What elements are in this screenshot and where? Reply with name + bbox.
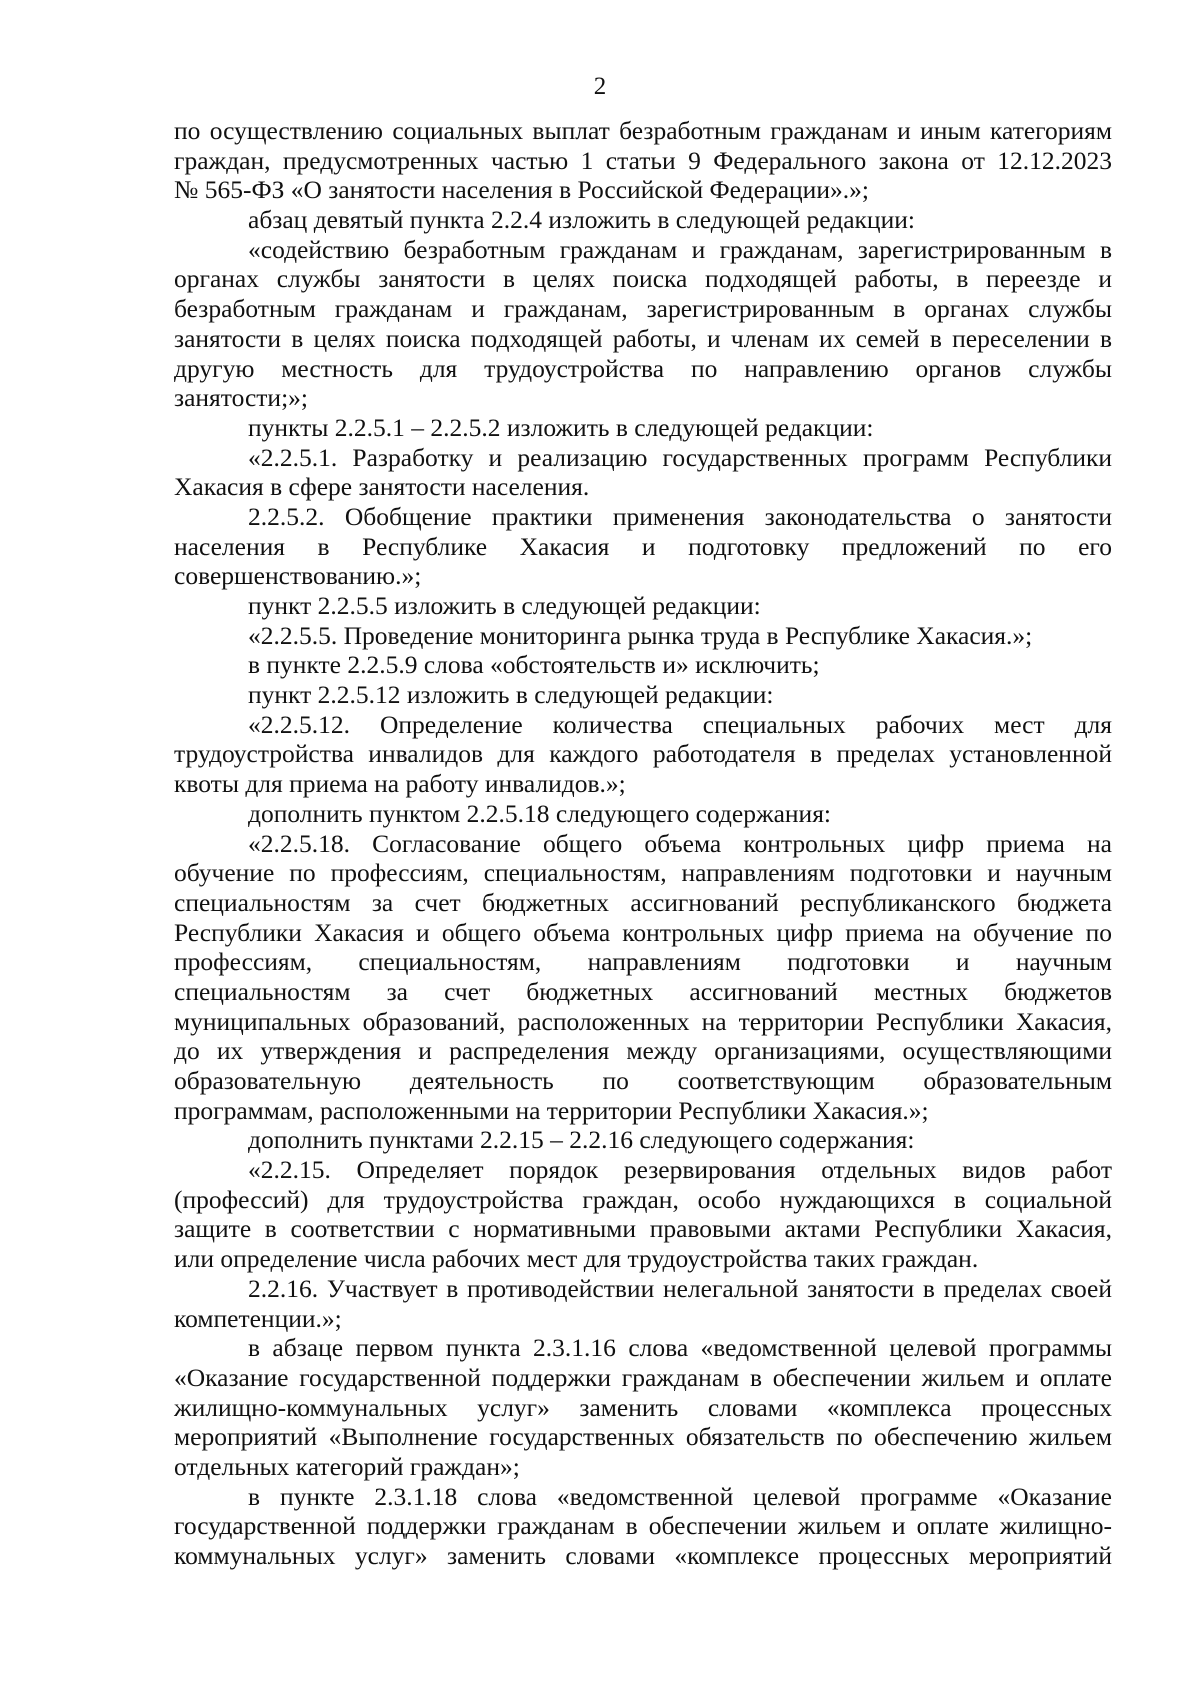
text-line: «2.2.15. Определяет порядок резервирования отдельных видов работ	[248, 1155, 1112, 1185]
text-line: до их утверждения и распределения между организациями, осуществляющими	[174, 1036, 1112, 1066]
text-line: защите в соответствии с нормативными правовыми актами Республики Хакасия,	[174, 1214, 1112, 1244]
text-line: абзац девятый пункта 2.2.4 изложить в следующей редакции:	[248, 205, 915, 235]
text-line: «2.2.5.1. Разработку и реализацию государственных программ Республики	[248, 442, 1112, 472]
text-line: государственной поддержки гражданам в обеспечении жильем и оплате жилищно-	[174, 1511, 1112, 1541]
text-line: образовательную деятельность по соответствующим образовательным	[174, 1066, 1112, 1095]
text-line: занятости;»;	[174, 383, 308, 413]
text-line: пункты 2.2.5.1 – 2.2.5.2 изложить в следующей редакции:	[248, 412, 874, 442]
text-line: компетенции.»;	[174, 1303, 342, 1333]
text-line: пункт 2.2.5.12 изложить в следующей редакции:	[248, 680, 774, 710]
text-line: занятости в целях поиска подходящей работы, и членам их семей в переселении в	[174, 323, 1112, 353]
text-line: населения в Республике Хакасия и подготовку предложений по его	[174, 531, 1112, 561]
text-line: № 565-ФЗ «О занятости населения в Российской Федерации».»;	[174, 175, 869, 205]
text-line: коммунальных услуг» заменить словами «комплексе процессных мероприятий	[174, 1541, 1112, 1570]
text-line: в пункте 2.2.5.9 слова «обстоятельств и» исключить;	[248, 650, 820, 680]
text-line: совершенствованию.»;	[174, 561, 422, 591]
text-line: 2.2.5.2. Обобщение практики применения законодательства о занятости	[248, 501, 1112, 531]
text-line: в абзаце первом пункта 2.3.1.16 слова «ведомственной целевой программы	[248, 1333, 1112, 1363]
text-line: (профессий) для трудоустройства граждан, особо нуждающихся в социальной	[174, 1184, 1112, 1214]
text-line: муниципальных образований, расположенных на территории Республики Хакасия,	[174, 1006, 1112, 1036]
text-line: другую местность для трудоустройства по направлению органов службы	[174, 353, 1112, 383]
text-line: или определение числа рабочих мест для трудоустройства таких граждан.	[174, 1244, 979, 1274]
text-line: квоты для приема на работу инвалидов.»;	[174, 769, 626, 799]
document-body	[174, 116, 1112, 1571]
text-line: «2.2.5.18. Согласование общего объема контрольных цифр приема на	[248, 828, 1112, 858]
text-line: безработным гражданам и гражданам, зарегистрированным в органах службы	[174, 294, 1112, 324]
text-line: органах службы занятости в целях поиска подходящей работы, в переезде и	[174, 264, 1112, 294]
text-line: специальностям за счет бюджетных ассигнований местных бюджетов	[174, 976, 1112, 1006]
text-line: обучение по профессиям, специальностям, направлениям подготовки и научным	[174, 858, 1112, 888]
text-line: дополнить пунктами 2.2.15 – 2.2.16 следующего содержания:	[248, 1125, 915, 1155]
text-line: отдельных категорий граждан»;	[174, 1451, 520, 1481]
text-line: Республики Хакасия и общего объема контрольных цифр приема на обучение по	[174, 917, 1112, 947]
text-line: специальностям за счет бюджетных ассигнований республиканского бюджета	[174, 887, 1112, 917]
text-line: «2.2.5.12. Определение количества специальных рабочих мест для	[248, 709, 1112, 739]
text-line: трудоустройства инвалидов для каждого работодателя в пределах установленной	[174, 739, 1112, 769]
text-line: по осуществлению социальных выплат безработным гражданам и иным категориям	[174, 116, 1112, 145]
text-line: 2.2.16. Участвует в противодействии нелегальной занятости в пределах своей	[248, 1273, 1112, 1303]
text-line: профессиям, специальностям, направлениям подготовки и научным	[174, 947, 1112, 977]
text-line: дополнить пунктом 2.2.5.18 следующего содержания:	[248, 798, 832, 828]
text-line: программам, расположенными на территории Республики Хакасия.»;	[174, 1095, 929, 1125]
text-line: Хакасия в сфере занятости населения.	[174, 472, 590, 502]
text-line: мероприятий «Выполнение государственных обязательств по обеспечению жильем	[174, 1422, 1112, 1452]
text-line: граждан, предусмотренных частью 1 статьи 9 Федерального закона от 12.12.2023	[174, 145, 1112, 175]
text-line: жилищно-коммунальных услуг» заменить словами «комплекса процессных	[174, 1392, 1112, 1422]
text-line: «2.2.5.5. Проведение мониторинга рынка труда в Республике Хакасия.»;	[248, 620, 1033, 650]
text-line: пункт 2.2.5.5 изложить в следующей редакции:	[248, 591, 761, 620]
text-line: «содействию безработным гражданам и гражданам, зарегистрированным в	[248, 234, 1112, 264]
page-number: 2	[593, 73, 607, 100]
text-line: в пункте 2.3.1.18 слова «ведомственной целевой программе «Оказание	[248, 1481, 1112, 1511]
text-line: «Оказание государственной поддержки гражданам в обеспечении жильем и оплате	[174, 1362, 1112, 1392]
